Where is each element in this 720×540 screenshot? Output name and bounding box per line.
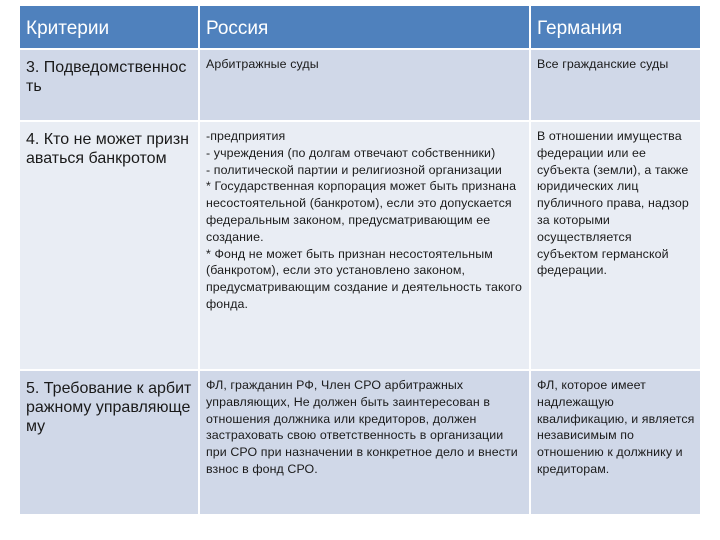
table-row — [20, 122, 700, 371]
header-russia: Россия — [200, 6, 531, 50]
germany-text: В отношении имущества федерации или ее субъекта (земли), а также юридических лиц публичного права, надзор за которыми осуществляется субъектом германской федерации. — [537, 129, 689, 278]
germany-cell — [531, 371, 700, 516]
russia-text: ФЛ, гражданин РФ, Член СРО арбитражных управляющих, Не должен быть заинтересован в отношения должника или кредиторов, должен застраховать свою ответственность в организации при СРО при назначении в конкретное дело и внести взнос в фонд СРО. — [206, 378, 518, 476]
criterion-cell: 5. Требование к арбитражному управляющему — [20, 371, 200, 516]
criterion-cell: 4. Кто не может признаваться банкротом — [20, 122, 200, 371]
russia-text: * Государственная корпорация может быть признана несостоятельной (банкротом), если это допускается федеральным законом, предусматривающим ее создание. — [206, 179, 517, 244]
germany-text: Все гражданские суды — [537, 57, 669, 71]
russia-cell — [200, 122, 531, 371]
russia-cell — [200, 371, 531, 516]
germany-text: ФЛ, которое имеет надлежащую квалификацию, и является независимым по отношению к должнику и кредиторам. — [537, 378, 695, 476]
russia-text: - учреждения (по долгам отвечают собственники) — [206, 145, 496, 160]
germany-cell — [531, 50, 700, 122]
russia-text: -предприятия — [206, 129, 286, 143]
russia-cell — [200, 50, 531, 122]
header-germany: Германия — [531, 6, 700, 50]
russia-text: - политической партии и религиозной организации — [206, 162, 502, 177]
table-row — [20, 50, 700, 122]
russia-text: Арбитражные суды — [206, 57, 319, 71]
comparison-table — [20, 6, 700, 516]
comparison-table-container — [20, 6, 700, 518]
germany-cell — [531, 122, 700, 371]
russia-text: * Фонд не может быть признан несостоятельным (банкротом), если это установлено законом, предусматривающим создание и деятельность такого фонда. — [206, 246, 522, 311]
criterion-cell: 3. Подведомственность — [20, 50, 200, 122]
header-criteria: Критерии — [20, 6, 200, 50]
table-header-row — [20, 6, 700, 50]
table-row — [20, 371, 700, 516]
